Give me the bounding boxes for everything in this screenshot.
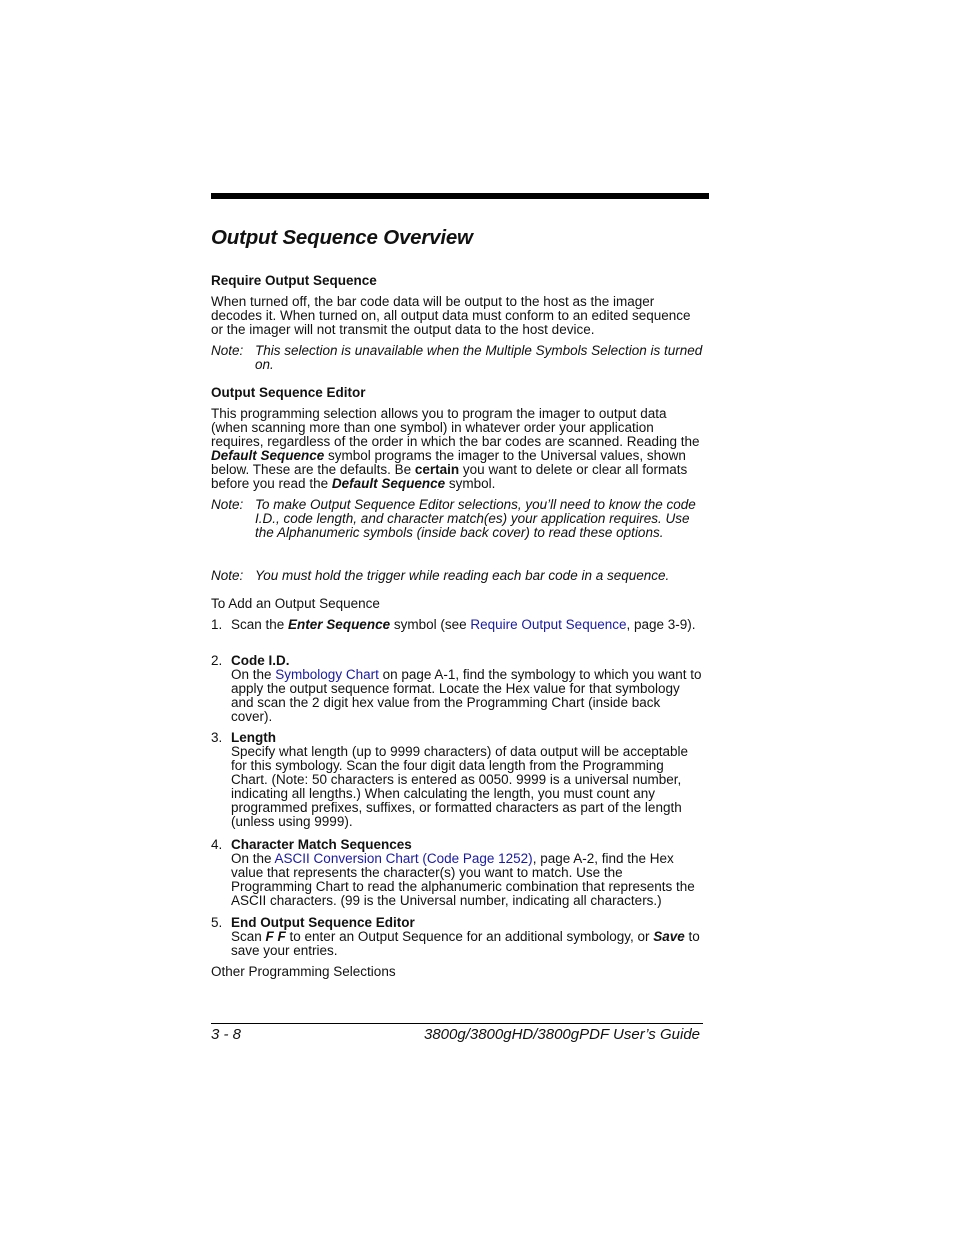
output-sequence-editor-heading: Output Sequence Editor xyxy=(211,385,366,400)
note-text: To make Output Sequence Editor selections, you’ll need to know the code I.D., code length, and character match(es) your application requires. Use the Alphanumeric symbols (inside back cover) to read these options. xyxy=(255,497,696,540)
step-number: 5. xyxy=(211,915,223,930)
step-heading: Character Match Sequences xyxy=(231,837,412,852)
step-heading: Code I.D. xyxy=(231,653,290,668)
enter-sequence-term: Enter Sequence xyxy=(288,617,391,632)
top-rule xyxy=(211,193,709,199)
step-body: Code I.D. On the Symbology Chart on page A-1, find the symbology to which you want to apply the output sequence format. Locate the Hex value for that symbology and scan the 2 digit hex value from the Programming Chart (inside back cover). xyxy=(231,653,702,724)
ff-term: F F xyxy=(265,929,286,944)
require-output-sequence-body: When turned off, the bar code data will be output to the host as the imager decodes it. When turned on, all output data must conform to an edited sequence or the imager will not transmit the output data to the host device. xyxy=(211,294,691,337)
step-heading: End Output Sequence Editor xyxy=(231,915,415,930)
require-note xyxy=(211,344,703,372)
step-body: End Output Sequence Editor Scan F F to enter an Output Sequence for an additional symbology, or Save to save your entries. xyxy=(231,915,700,958)
step-number: 4. xyxy=(211,837,223,852)
editor-note-1 xyxy=(211,498,703,540)
add-sequence-intro: To Add an Output Sequence xyxy=(211,596,380,611)
certain-term: certain xyxy=(414,462,460,477)
step-number: 1. xyxy=(211,617,223,632)
note-label: Note: xyxy=(211,568,244,583)
page-title: Output Sequence Overview xyxy=(211,226,473,249)
step-number: 3. xyxy=(211,730,223,745)
step-2 xyxy=(211,654,703,724)
step-body: Length Specify what length (up to 9999 characters) of data output will be acceptable for this symbology. Scan the four digit data length from the Programming Chart. (Note: 50 characters is entered as 0050. 9999 is a universal number, indicating all lengths.) When calculating the length, you must count any programmed prefixes, suffixes, or formatted characters as part of the length (unless using 9999). xyxy=(231,730,689,829)
step-5 xyxy=(211,916,703,958)
step-heading: Length xyxy=(231,730,276,745)
default-sequence-term: Default Sequence xyxy=(211,448,325,463)
save-term: Save xyxy=(653,929,685,944)
note-text: You must hold the trigger while reading each bar code in a sequence. xyxy=(255,568,670,583)
output-sequence-editor-body: This programming selection allows you to program the imager to output data (when scanning more than one symbol) in whatever order your application requires, regardless of the order in which the bar codes are scanned. Reading the Default Sequence symbol programs the imager to the Universal values, shown below. These are the defaults. Be certain you want to delete or clear all formats before you read the Default Sequence symbol. xyxy=(211,406,700,491)
default-sequence-term: Default Sequence xyxy=(331,476,446,491)
ascii-conversion-chart-link[interactable]: ASCII Conversion Chart (Code Page 1252) xyxy=(274,851,533,866)
editor-note-2 xyxy=(211,569,703,583)
page-number: 3 - 8 xyxy=(211,1026,242,1043)
step-body: Scan the Enter Sequence symbol (see Require Output Sequence, page 3-9). xyxy=(231,617,696,632)
require-output-sequence-link[interactable]: Require Output Sequence xyxy=(470,617,627,632)
step-1 xyxy=(211,618,703,632)
symbology-chart-link[interactable]: Symbology Chart xyxy=(275,667,379,682)
guide-title: 3800g/3800gHD/3800gPDF User’s Guide xyxy=(423,1026,700,1043)
footer-rule xyxy=(211,1023,703,1024)
note-label: Note: xyxy=(211,497,244,512)
require-output-sequence-heading: Require Output Sequence xyxy=(211,273,377,288)
note-label: Note: xyxy=(211,343,244,358)
step-body: Character Match Sequences On the ASCII Conversion Chart (Code Page 1252), page A-2, find the Hex value that represents the character(s) you want to match. Use the Programming Chart to read the alphanumeric combination that represents the ASCII characters. (99 is the Universal number, indicating all characters.) xyxy=(231,837,695,908)
other-programming-selections: Other Programming Selections xyxy=(211,964,396,979)
step-4 xyxy=(211,838,703,908)
step-number: 2. xyxy=(211,653,223,668)
note-text: This selection is unavailable when the Multiple Symbols Selection is turned on. xyxy=(255,343,703,372)
step-3 xyxy=(211,731,703,829)
